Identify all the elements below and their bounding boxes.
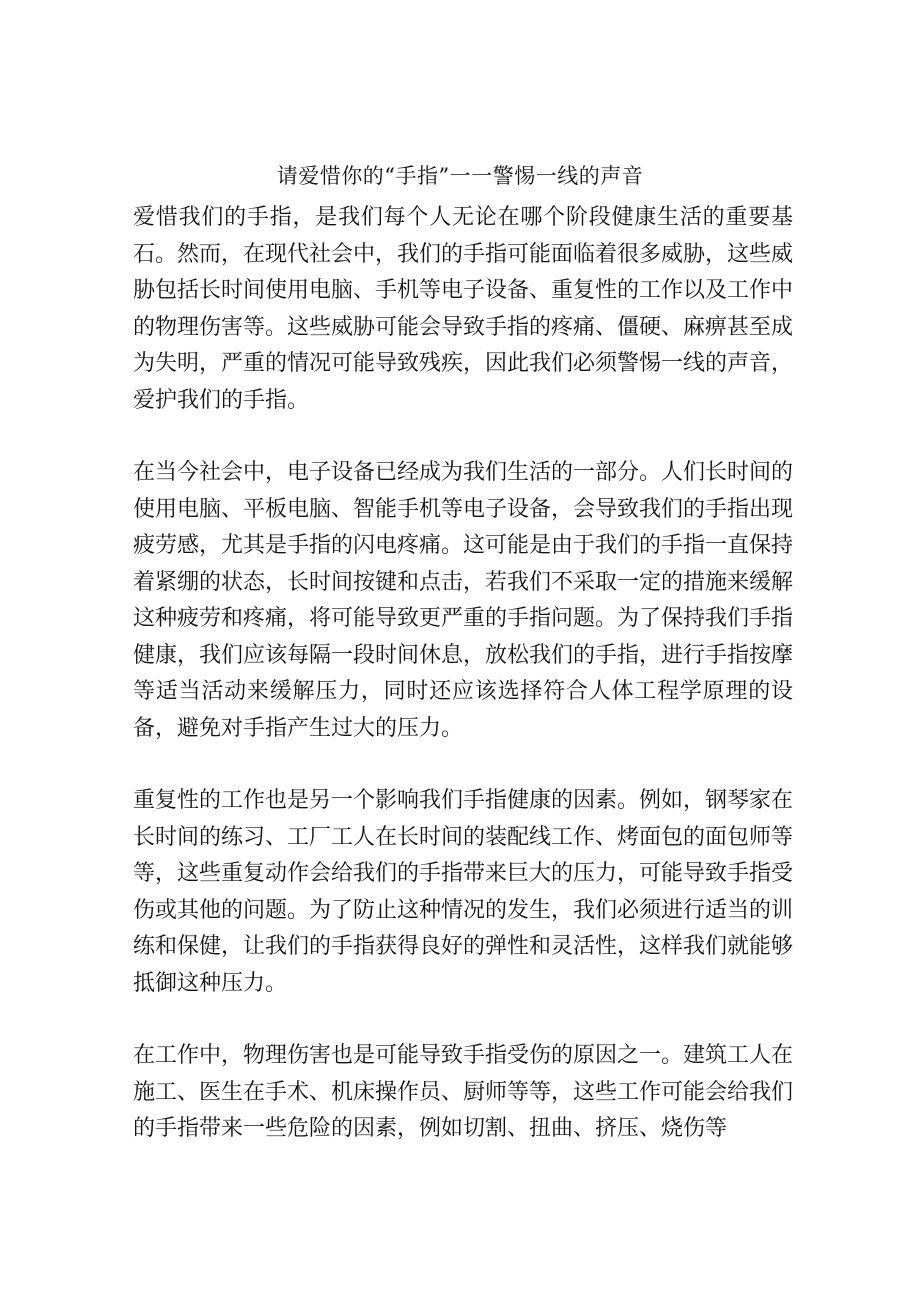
document-title: 请爱惜你的“手指”一一警惕一线的声音 [276,164,644,188]
paragraph-3: 重复性的工作也是另一个影响我们手指健康的因素。例如，钢琴家在长时间的练习、工厂工人在长时间的装配线工作、烤面包的面包师等等，这些重复动作会给我们的手指带来巨大的压力，可能导致手指受伤或其他的问题。为了防止这种情况的发生，我们必须进行适当的训练和保健，让我们的手指获得良好的弹性和灵活性，这样我们就能够抵御这种压力。 [133,788,794,996]
paragraph-2: 在当今社会中，电子设备已经成为我们生活的一部分。人们长时间的使用电脑、平板电脑、智能手机等电子设备，会导致我们的手指出现疲劳感，尤其是手指的闪电疼痛。这可能是由于我们的手指一直保持着紧绷的状态，长时间按键和点击，若我们不采取一定的措施来缓解这种疲劳和疼痛，将可能导致更严重的手指问题。为了保持我们手指健康，我们应该每隔一段时间休息，放松我们的手指，进行手指按摩等适当活动来缓解压力，同时还应该选择符合人体工程学原理的设备，避免对手指产生过大的压力。 [133,460,794,741]
paragraph-1: 爱惜我们的手指，是我们每个人无论在哪个阶段健康生活的重要基石。然而，在现代社会中，我们的手指可能面临着很多威胁，这些威胁包括长时间使用电脑、手机等电子设备、重复性的工作以及工作中的物理伤害等。这些威胁可能会导致手指的疼痛、僵硬、麻痹甚至成为失明，严重的情况可能导致残疾，因此我们必须警惕一线的声音，爱护我们的手指。 [133,205,794,413]
paragraph-4: 在工作中，物理伤害也是可能导致手指受伤的原因之一。建筑工人在施工、医生在手术、机床操作员、厨师等等，这些工作可能会给我们的手指带来一些危险的因素，例如切割、扭曲、挤压、烧伤等 [133,1043,794,1141]
document-body [133,200,793,1148]
